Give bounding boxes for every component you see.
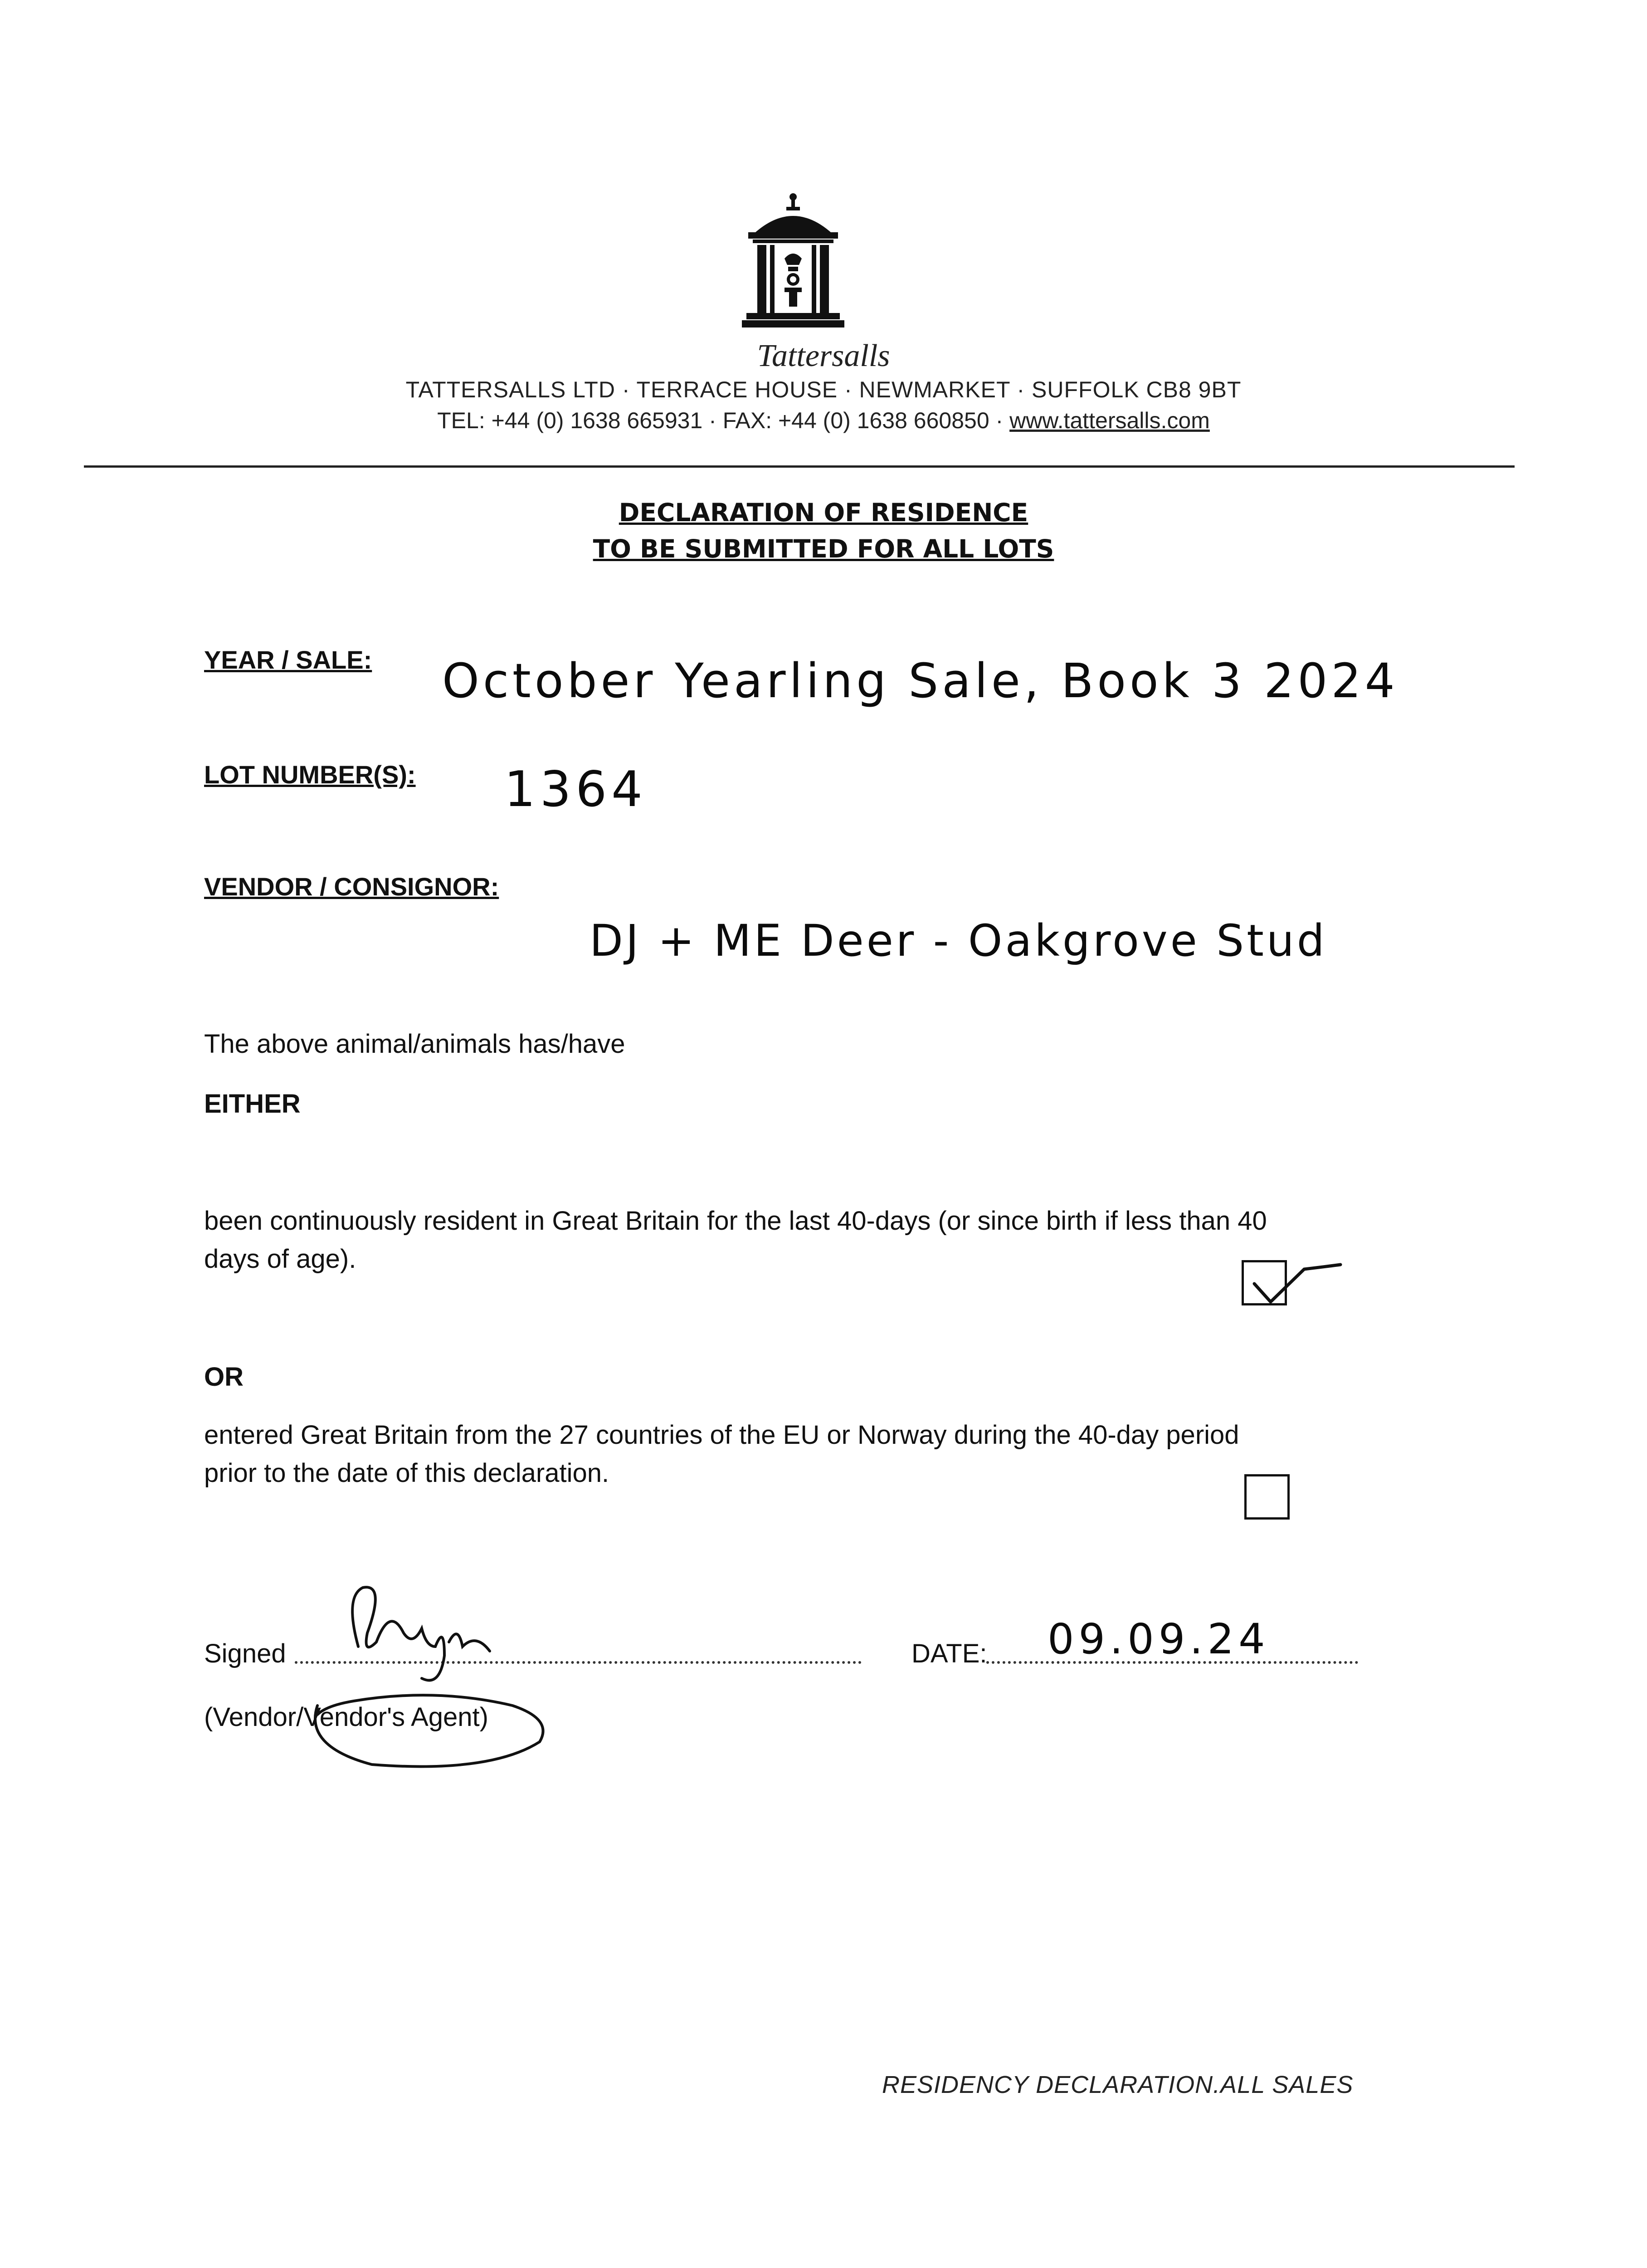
checkmark-icon	[1250, 1256, 1345, 1311]
vendor-value: DJ + ME Deer - Oakgrove Stud	[590, 915, 1327, 966]
date-label: DATE:	[911, 1639, 987, 1668]
option2-checkbox[interactable]	[1244, 1474, 1290, 1520]
header-rule	[84, 465, 1515, 468]
brand-name: Tattersalls	[757, 338, 890, 373]
lot-number-value: 1364	[504, 761, 647, 818]
year-sale-label: YEAR / SALE:	[204, 645, 372, 674]
lot-number-label: LOT NUMBER(S):	[204, 760, 416, 789]
either-heading: EITHER	[204, 1089, 301, 1119]
form-name: RESIDENCY DECLARATION.ALL SALES	[882, 2071, 1354, 2098]
year-sale-value: October Yearling Sale, Book 3 2024	[442, 653, 1398, 709]
date-value: 09.09.24	[1048, 1615, 1270, 1663]
form-subtitle: TO BE SUBMITTED FOR ALL LOTS	[593, 534, 1054, 563]
vendor-label: VENDOR / CONSIGNOR:	[204, 872, 499, 901]
statement-intro: The above animal/animals has/have	[204, 1029, 625, 1059]
signer-role: (Vendor/Vendor's Agent)	[204, 1702, 488, 1732]
or-heading: OR	[204, 1362, 244, 1392]
form-title: DECLARATION OF RESIDENCE	[619, 498, 1028, 527]
option1-line2: days of age).	[204, 1244, 356, 1274]
option2-line1: entered Great Britain from the 27 countries of the EU or Norway during the 40-day period	[204, 1420, 1239, 1450]
company-address: TATTERSALLS LTD · TERRACE HOUSE · NEWMARKET · SUFFOLK CB8 9BT	[405, 377, 1242, 402]
website-link[interactable]: www.tattersalls.com	[1009, 408, 1210, 433]
role-circle-mark	[299, 1678, 553, 1774]
tel-fax: TEL: +44 (0) 1638 665931 · FAX: +44 (0) 1638 660850 ·	[437, 408, 1010, 433]
contact-line	[0, 407, 1647, 434]
tattersalls-logo	[737, 191, 849, 336]
option2-line2: prior to the date of this declaration.	[204, 1458, 609, 1488]
option1-line1: been continuously resident in Great Britain for the last 40-days (or since birth if less than 40	[204, 1206, 1267, 1236]
signed-label: Signed	[204, 1639, 286, 1668]
signature-scribble	[326, 1579, 508, 1692]
